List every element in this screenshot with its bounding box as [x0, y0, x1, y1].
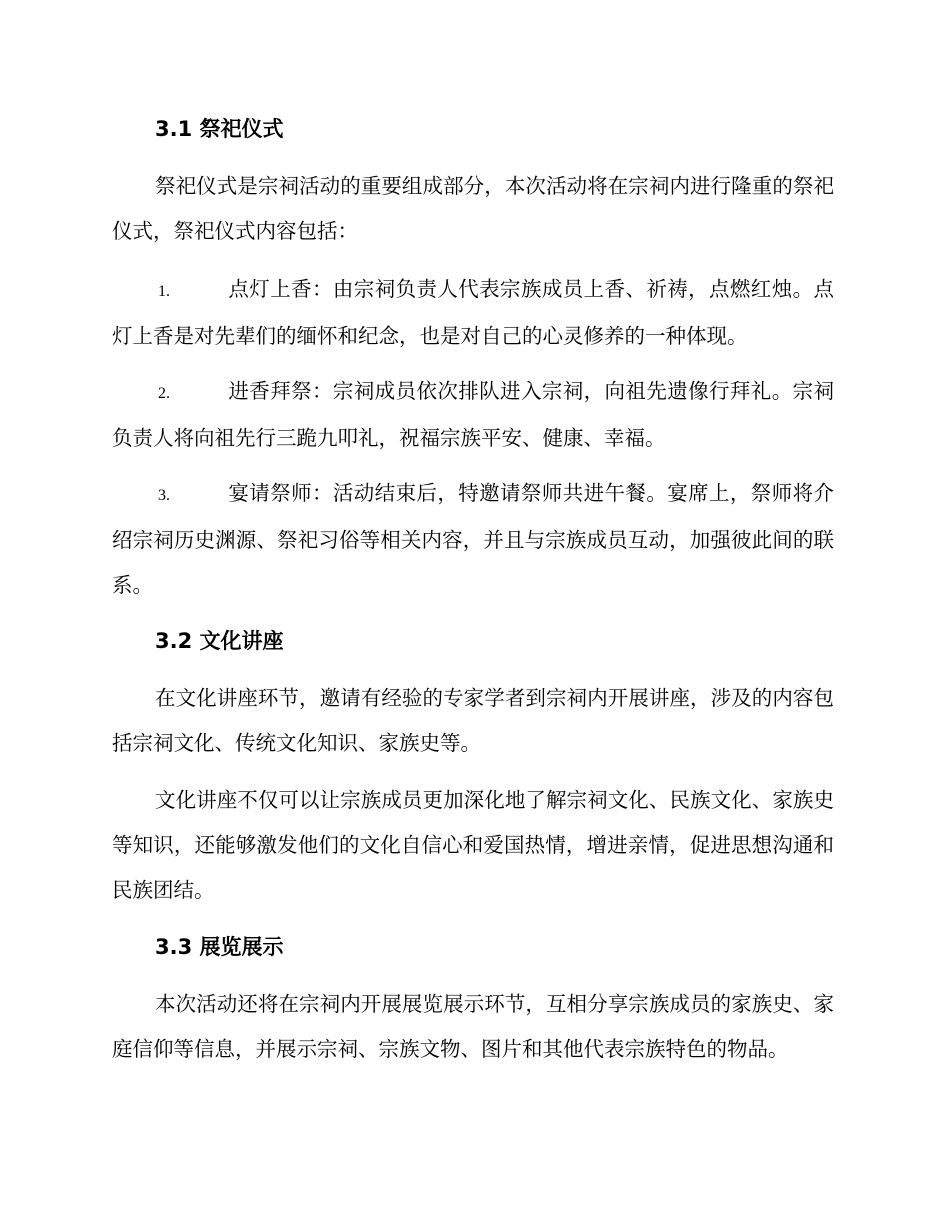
section-3-2-paragraph-2: 文化讲座不仅可以让宗族成员更加深化地了解宗祠文化、民族文化、家族史等知识，还能够激发他们的文化自信心和爱国热情，增进亲情，促进思想沟通和民族团结。	[112, 788, 834, 902]
section-3-2-paragraph-1: 在文化讲座环节，邀请有经验的专家学者到宗祠内开展讲座，涉及的内容包括宗祠文化、传统文化知识、家族史等。	[112, 686, 834, 755]
list-item-text: 宴请祭师：活动结束后，特邀请祭师共进午餐。宴席上，祭师将介绍宗祠历史渊源、祭祀习俗等相关内容，并且与宗族成员互动，加强彼此间的联系。	[112, 481, 834, 597]
list-number: 1.	[158, 283, 170, 300]
list-item-2	[112, 369, 834, 461]
section-heading-3-1: 3.1 祭祀仪式	[155, 117, 284, 141]
list-item-1	[112, 267, 834, 359]
section-heading-3-3: 3.3 展览展示	[155, 935, 284, 959]
list-item-3	[112, 471, 834, 608]
section-heading-3-2: 3.2 文化讲座	[155, 629, 284, 653]
list-item-text: 点灯上香：由宗祠负责人代表宗族成员上香、祈祷，点燃红烛。点灯上香是对先辈们的缅怀和纪念，也是对自己的心灵修养的一种体现。	[112, 277, 834, 348]
section-3-3-paragraph-1: 本次活动还将在宗祠内开展展览展示环节，互相分享宗族成员的家族史、家庭信仰等信息，并展示宗祠、宗族文物、图片和其他代表宗族特色的物品。	[112, 992, 834, 1061]
list-number: 3.	[158, 487, 170, 504]
list-item-text: 进香拜祭：宗祠成员依次排队进入宗祠，向祖先遗像行拜礼。宗祠负责人将向祖先行三跪九叩礼，祝福宗族平安、健康、幸福。	[112, 379, 834, 450]
list-number: 2.	[158, 385, 170, 402]
section-3-1-intro: 祭祀仪式是宗祠活动的重要组成部分，本次活动将在宗祠内进行隆重的祭祀仪式，祭祀仪式内容包括：	[112, 174, 834, 243]
